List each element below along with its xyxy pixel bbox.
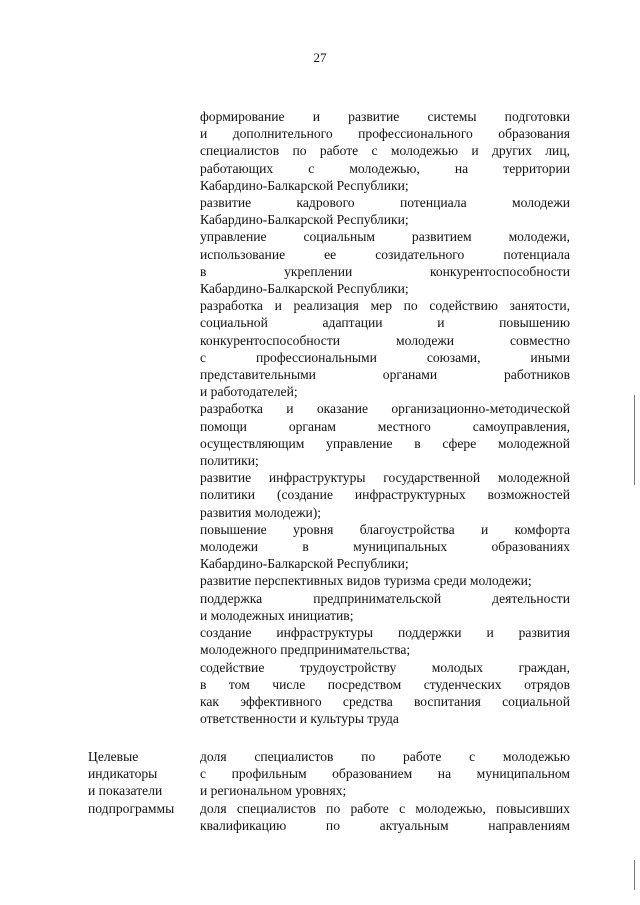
text-line: и региональном уровнях; <box>200 783 347 799</box>
measure-item <box>200 469 570 521</box>
text-line: создание инфраструктуры поддержки и развития <box>200 625 570 641</box>
text-line: молодежного предпринимательства; <box>200 642 411 658</box>
text-line: молодежи в муниципальных образованиях <box>200 539 570 555</box>
text-line: Кабардино-Балкарской Республики; <box>200 556 409 572</box>
text-line: осуществляющим управление в сфере молодежной <box>200 435 570 451</box>
text-line: с профильным образованием на муниципальном <box>200 766 570 782</box>
text-line: Кабардино-Балкарской Республики; <box>200 177 409 193</box>
text-line: помощи органам местного самоуправления, <box>200 418 570 434</box>
text-line: конкурентоспособности молодежи совместно <box>200 332 570 348</box>
text-line: управление социальным развитием молодежи, <box>200 229 570 245</box>
measure-item <box>200 624 570 658</box>
measures-column <box>200 108 570 727</box>
text-line: использование ее созидательного потенциала <box>200 246 570 262</box>
text-line: специалистов по работе с молодежью и других лиц, <box>200 143 570 159</box>
text-line: квалификацию по актуальным направлениям <box>200 817 570 833</box>
indicator-item <box>200 748 570 800</box>
measure-item <box>200 659 570 728</box>
indicators-label-line: и показатели <box>88 783 163 799</box>
text-line: политики; <box>200 453 259 469</box>
page-number: 27 <box>313 50 327 65</box>
text-line: в том числе посредством студенческих отрядов <box>200 676 570 692</box>
text-line: содействие трудоустройству молодых граждан, <box>200 659 570 675</box>
text-line: ответственности и культуры труда <box>200 711 399 727</box>
text-line: поддержка предпринимательской деятельности <box>200 590 570 606</box>
indicators-label-line: Целевые <box>88 749 139 764</box>
measure-item <box>200 590 570 624</box>
indicator-item <box>200 800 570 834</box>
indicators-column <box>200 748 570 834</box>
text-line: развитие перспективных видов туризма среди молодежи; <box>200 573 532 589</box>
text-line: развитие кадрового потенциала молодежи <box>200 195 570 211</box>
text-line: доля специалистов по работе с молодежью, повысивших <box>200 800 570 816</box>
scan-edge-mark <box>634 860 635 890</box>
text-line: представительными органами работников <box>200 367 570 383</box>
text-line: Кабардино-Балкарской Республики; <box>200 281 409 297</box>
indicators-label-line: подпрограммы <box>88 800 175 816</box>
text-line: доля специалистов по работе с молодежью <box>200 749 570 764</box>
text-line: политики (создание инфраструктурных возможностей <box>200 487 570 503</box>
text-line: работающих с молодежью, на территории <box>200 160 570 176</box>
text-line: Кабардино-Балкарской Республики; <box>200 212 409 228</box>
text-line: разработка и реализация мер по содействию занятости, <box>200 298 570 314</box>
indicators-label-line: индикаторы <box>88 766 158 782</box>
text-line: в укреплении конкурентоспособности <box>200 263 570 279</box>
text-line: развитие инфраструктуры государственной молодежной <box>200 470 570 486</box>
measure-item <box>200 194 570 228</box>
text-line: и дополнительного профессионального образования <box>200 126 570 142</box>
text-line: и работодателей; <box>200 384 298 400</box>
text-line: разработка и оказание организационно-методической <box>200 401 570 417</box>
text-line: социальной адаптации и повышению <box>200 315 570 331</box>
measure-item <box>200 228 570 297</box>
scan-edge-mark <box>634 395 635 485</box>
text-line: как эффективного средства воспитания социальной <box>200 693 570 709</box>
measure-item <box>200 297 570 400</box>
measure-item <box>200 521 570 573</box>
text-line: и молодежных инициатив; <box>200 607 354 623</box>
measure-item <box>200 572 570 589</box>
text-line: с профессиональными союзами, иными <box>200 349 570 365</box>
indicators-label <box>88 748 193 817</box>
text-line: формирование и развитие системы подготовки <box>200 109 570 124</box>
text-line: развития молодежи); <box>200 504 322 520</box>
measure-item <box>200 108 570 194</box>
measure-item <box>200 400 570 469</box>
text-line: повышение уровня благоустройства и комфорта <box>200 521 570 537</box>
